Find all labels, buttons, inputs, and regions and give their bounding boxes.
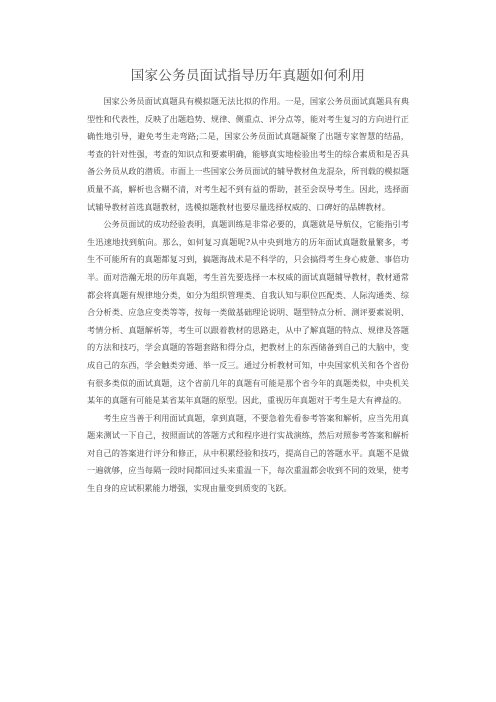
paragraph-3: 考生应当善于利用面试真题，拿到真题，不要急着先看参考答案和解析，应当先用真题来测试一下自己，按照面试的答题方式和程序进行实战演练，然后对照参考答案和解析对自己的答案进行评分和修正，从中积累经验和技巧，提高自己的答题水平。真题不是做一遍就够，应当每隔一段时间都回过头来重温一下，每次重温都会收到不同的效果，使考生自身的应试积累能力增强，实现由量变到质变的飞跃。 — [87, 412, 409, 494]
paragraph-2: 公务员面试的成功经验表明，真题训练是非常必要的，真题就是导航仪，它能指引考生迅速地找到航向。那么，如何复习真题呢?从中央到地方的历年面试真题数量繁多，考生不可能所有的真题都复习到，搞题海战术是不科学的，只会搞得考生身心疲惫、事倍功半。面对浩瀚无垠的历年真题，考生首先要选择一本权威的面试真题辅导教材，教材通常都会将真题有规律地分类，如分为组织管理类、自我认知与职位匹配类、人际沟通类、综合分析类、应急应变类等等，按每一类做基础理论说明、题型特点分析、测评要素说明、考情分析、真题解析等，考生可以跟着教材的思路走，从中了解真题的特点、规律及答题的方法和技巧，学会真题的答题套路和得分点，把教材上的东西储备到自己的大脑中，变成自己的东西，学会触类旁通、举一反三。通过分析教材可知，中央国家机关和各个省份有很多类似的面试真题，这个省前几年的真题有可能是那个省今年的真题类似，中央机关某年的真题有可能是某省某年真题的原型。因此，重视历年真题对于考生是大有裨益的。 — [87, 219, 409, 406]
paragraph-1: 国家公务员面试真题具有模拟题无法比拟的作用。一是，国家公务员面试真题具有典型性和代表性，反映了出题趋势、规律、侧重点、评分点等，能对考生复习的方向进行正确性地引导，避免考生走弯路;二是，国家公务员面试真题凝聚了出题专家智慧的结晶，考查的针对性强，考查的知识点和要素明确，能够真实地检验出考生的综合素质和是否具备公务员从政的潜质。市面上一些国家公务员面试的辅导教材鱼龙混杂，所刊载的模拟题质量不高，解析也含糊不清，对考生起不到有益的帮助，甚至会误导考生。因此，选择面试辅导教材首选真题教材，选模拟题教材也要尽量选择权威的、口碑好的品牌教材。 — [87, 96, 409, 212]
page-title: 国家公务员面试指导历年真题如何利用 — [130, 68, 366, 84]
document-body — [87, 93, 409, 498]
